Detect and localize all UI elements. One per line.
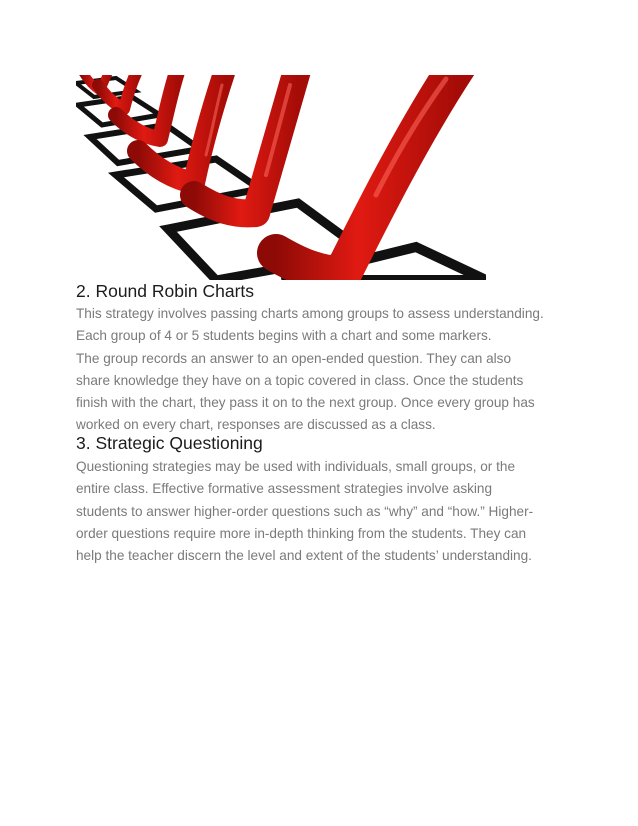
- paragraph-line: entire class. Effective formative assessment strategies involve asking: [76, 481, 493, 497]
- section-paragraph-strategic-questioning: [76, 456, 576, 567]
- paragraph-line: help the teacher discern the level and extent of the students’ understanding.: [76, 548, 532, 564]
- paragraph-line: worked on every chart, responses are discussed as a class.: [76, 417, 436, 433]
- paragraph-line: finish with the chart, they pass it on to the next group. Once every group has: [76, 395, 535, 411]
- paragraph-line: Each group of 4 or 5 students begins with a chart and some markers.: [76, 328, 492, 344]
- paragraph-line: students to answer higher-order questions such as “why” and “how.” Higher-: [76, 503, 534, 519]
- checkmarks-illustration: [76, 75, 486, 280]
- section-heading-round-robin: 2. Round Robin Charts: [76, 281, 255, 301]
- paragraph-line: share knowledge they have on a topic covered in class. Once the students: [76, 372, 524, 388]
- section-heading-strategic-questioning: 3. Strategic Questioning: [76, 433, 263, 453]
- paragraph-line: This strategy involves passing charts among groups to assess understanding.: [76, 306, 544, 321]
- paragraph-line: Questioning strategies may be used with individuals, small groups, or the: [76, 459, 516, 474]
- section-paragraph-round-robin: [76, 303, 576, 437]
- paragraph-line: The group records an answer to an open-ended question. They can also: [76, 350, 512, 366]
- paragraph-line: order questions require more in-depth thinking from the students. They can: [76, 525, 527, 541]
- checklist-image: [76, 75, 486, 280]
